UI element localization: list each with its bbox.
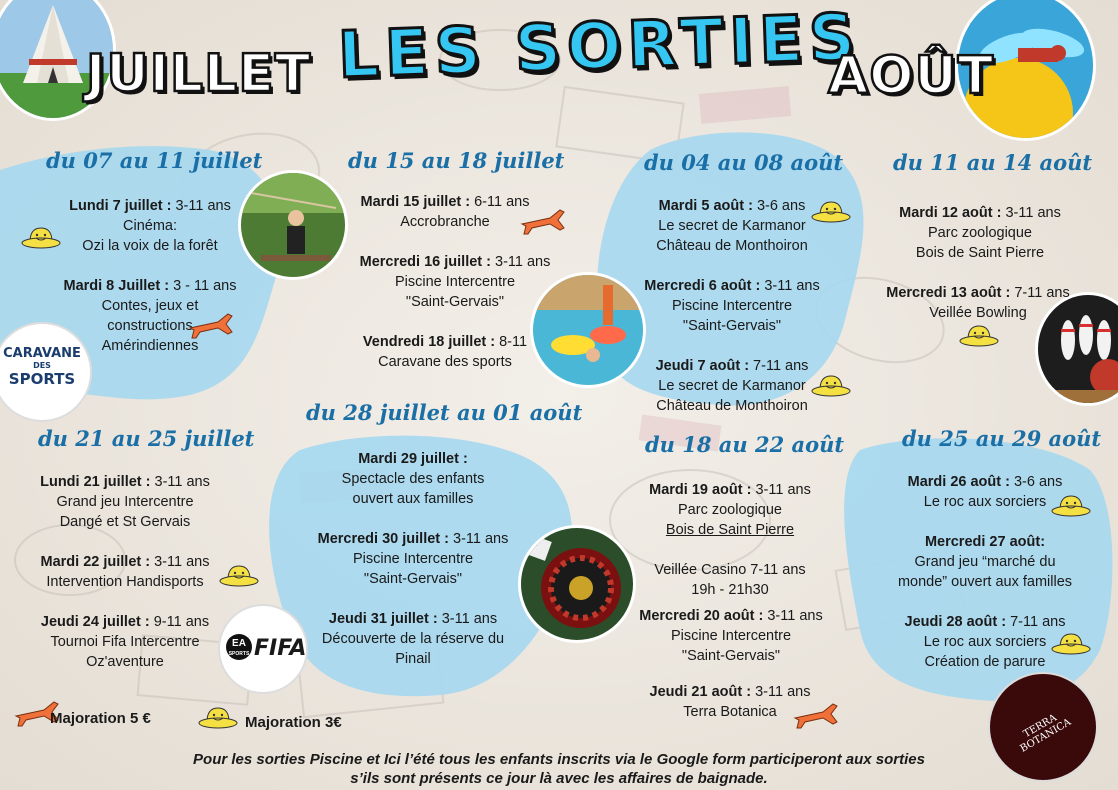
event-date: Mardi 22 juillet : bbox=[40, 554, 151, 570]
week-15-18-juillet: du 15 au 18 juillet bbox=[348, 148, 565, 173]
event-line: Découverte de la réserve du bbox=[321, 631, 505, 647]
month-aout: AOÛT bbox=[828, 46, 995, 106]
event-date: Mardi 12 août : bbox=[899, 205, 1002, 221]
casino-photo bbox=[518, 525, 636, 643]
event-age: 3-11 ans bbox=[150, 474, 210, 490]
event-line: Tournoi Fifa Intercentre bbox=[50, 634, 200, 650]
event-line: Le roc aux sorciers bbox=[923, 634, 1047, 650]
event-mercredi-27-aout bbox=[875, 532, 1095, 592]
terra-logo-text: TERRA BOTANICA bbox=[1018, 712, 1074, 755]
event-date: Jeudi 7 août : bbox=[655, 358, 750, 374]
event-line: Accrobranche bbox=[400, 214, 490, 230]
event-date: Mardi 5 août : bbox=[658, 198, 753, 214]
event-line: "Saint-Gervais" bbox=[682, 318, 782, 334]
event-line: Terra Botanica bbox=[683, 704, 777, 720]
ea-sports-badge bbox=[226, 634, 252, 660]
event-line: Piscine Intercentre bbox=[671, 298, 793, 314]
footer-line-1: Pour les sorties Piscine et Ici l’été tous les enfants inscrits via le Google form participeront aux sorties bbox=[193, 751, 925, 768]
event-date: Jeudi 21 août : bbox=[649, 684, 752, 700]
week-04-08-aout: du 04 au 08 août bbox=[644, 150, 844, 175]
event-jeudi-7-aout bbox=[632, 356, 832, 416]
event-line: "Saint-Gervais" bbox=[363, 571, 463, 587]
page-title: LES SORTIES bbox=[336, 0, 863, 94]
legend-hat-label: Majoration 3€ bbox=[245, 714, 342, 731]
legend-plane-label: Majoration 5 € bbox=[50, 710, 151, 727]
event-age: 3-11 ans bbox=[751, 482, 811, 498]
event-line: Spectacle des enfants bbox=[341, 471, 485, 487]
event-mardi-12-aout bbox=[880, 203, 1080, 263]
event-date: Lundi 7 juillet : bbox=[69, 198, 172, 214]
week-25-29-aout: du 25 au 29 août bbox=[902, 426, 1102, 451]
event-line: Caravane des sports bbox=[378, 354, 512, 370]
event-mercredi-30-juillet bbox=[303, 529, 523, 589]
event-mardi-22-juillet bbox=[25, 552, 225, 592]
event-date: Mercredi 16 juillet : bbox=[359, 254, 491, 270]
event-line: "Saint-Gervais" bbox=[405, 294, 505, 310]
fifa-logo bbox=[218, 604, 308, 694]
event-line: Piscine Intercentre bbox=[394, 274, 516, 290]
event-date: Mardi 19 août : bbox=[649, 482, 752, 498]
event-age: 3-11 ans bbox=[763, 608, 823, 624]
event-mardi-5-aout bbox=[632, 196, 832, 256]
week-11-14-aout: du 11 au 14 août bbox=[893, 150, 1093, 175]
logo-word-3: SPORTS bbox=[8, 370, 76, 388]
week-07-11-juillet: du 07 au 11 juillet bbox=[46, 148, 263, 173]
event-age: 3-11 ans bbox=[751, 684, 811, 700]
event-line: monde” ouvert aux familles bbox=[897, 574, 1073, 590]
event-mercredi-20-aout bbox=[621, 606, 841, 666]
event-line: Dangé et St Gervais bbox=[59, 514, 191, 530]
event-line: Château de Monthoiron bbox=[656, 238, 808, 254]
hat-icon bbox=[218, 562, 260, 588]
event-line: constructions bbox=[107, 318, 193, 334]
event-age: 3-11 ans bbox=[448, 531, 509, 547]
week-18-22-aout: du 18 au 22 août bbox=[645, 432, 845, 457]
event-age: 7-11 ans bbox=[749, 358, 809, 374]
hat-icon bbox=[810, 372, 852, 398]
event-line: Le secret de Karmanor bbox=[658, 218, 806, 234]
event-date: Mercredi 30 juillet : bbox=[317, 531, 449, 547]
event-age: 3-11 ans bbox=[1001, 205, 1061, 221]
event-date: Jeudi 31 juillet : bbox=[328, 611, 438, 627]
event-mardi-15-juillet bbox=[345, 192, 545, 232]
event-age: 3-11 ans bbox=[760, 278, 820, 294]
event-line: Amérindiennes bbox=[101, 338, 199, 354]
hat-icon bbox=[958, 322, 1000, 348]
event-line: Contes, jeux et bbox=[101, 298, 199, 314]
ea-text: EA bbox=[232, 638, 246, 649]
event-date: Mardi 15 juillet : bbox=[360, 194, 471, 210]
event-age: 7-11 ans bbox=[1006, 614, 1066, 630]
event-date: Mardi 8 Juillet : bbox=[63, 278, 170, 294]
event-mercredi-16-juillet bbox=[345, 252, 565, 312]
event-line: Piscine Intercentre bbox=[670, 628, 792, 644]
event-line: Ozi la voix de la forêt bbox=[82, 238, 218, 254]
hat-icon bbox=[1050, 492, 1092, 518]
logo-word-2: DES bbox=[33, 361, 51, 370]
event-date: Mercredi 27 août: bbox=[924, 534, 1046, 550]
event-line: Veillée Bowling bbox=[929, 305, 1027, 321]
event-jeudi-31-juillet bbox=[303, 609, 523, 669]
hat-icon bbox=[197, 704, 239, 730]
plane-icon bbox=[520, 206, 566, 236]
event-age: 3 - 11 ans bbox=[169, 278, 237, 294]
event-mardi-8-juillet bbox=[30, 276, 270, 356]
event-age: 3-11 ans bbox=[171, 198, 231, 214]
hat-icon bbox=[810, 198, 852, 224]
event-age: 9-11 ans bbox=[149, 614, 210, 630]
event-line: Grand jeu “marché du bbox=[914, 554, 1056, 570]
event-jeudi-24-juillet bbox=[25, 612, 225, 672]
sports-text: SPORTS bbox=[228, 651, 250, 657]
event-mercredi-13-aout bbox=[873, 283, 1083, 323]
event-date: Mercredi 13 août : bbox=[886, 285, 1011, 301]
event-line: Oz'aventure bbox=[86, 654, 164, 670]
event-age: 7-11 ans bbox=[1010, 285, 1070, 301]
event-date: Mardi 29 juillet : bbox=[358, 451, 468, 467]
event-date: Jeudi 24 juillet : bbox=[40, 614, 150, 630]
event-line: Le roc aux sorciers bbox=[923, 494, 1047, 510]
event-date: Jeudi 28 août : bbox=[904, 614, 1007, 630]
event-line: Bois de Saint Pierre bbox=[665, 522, 795, 538]
logo-word-1: CARAVANE bbox=[3, 346, 81, 361]
week-28-juillet-01-aout: du 28 juillet au 01 août bbox=[306, 400, 583, 425]
event-line: Parc zoologique bbox=[678, 502, 782, 518]
event-age: 8-11 bbox=[495, 334, 528, 350]
event-lundi-7-juillet bbox=[30, 196, 270, 256]
event-line: Intervention Handisports bbox=[46, 574, 204, 590]
event-line: Château de Monthoiron bbox=[656, 398, 808, 414]
event-date: Mardi 26 août : bbox=[907, 474, 1010, 490]
event-line: Création de parure bbox=[924, 654, 1046, 670]
plane-icon bbox=[793, 700, 839, 730]
week-21-25-juillet: du 21 au 25 juillet bbox=[38, 426, 255, 451]
event-vendredi-18-juillet bbox=[345, 332, 545, 372]
event-age: 3-6 ans bbox=[752, 198, 806, 214]
event-mercredi-6-aout bbox=[632, 276, 832, 336]
hat-icon bbox=[20, 224, 62, 250]
event-mardi-29-juillet bbox=[313, 449, 513, 509]
event-line: Cinéma: bbox=[123, 218, 177, 234]
event-line: Grand jeu Intercentre bbox=[56, 494, 194, 510]
event-lundi-21-juillet bbox=[25, 472, 225, 532]
event-age: 3-6 ans bbox=[1009, 474, 1063, 490]
event-line: Le secret de Karmanor bbox=[658, 378, 806, 394]
event-age: 3-11 ans bbox=[490, 254, 551, 270]
event-mardi-19-aout bbox=[630, 480, 830, 600]
event-line: 19h - 21h30 bbox=[691, 582, 769, 598]
event-date: Lundi 21 juillet : bbox=[40, 474, 151, 490]
event-date: Mercredi 20 août : bbox=[639, 608, 764, 624]
fifa-wordmark: FIFA bbox=[254, 636, 307, 661]
footer-line-2: s’ils sont présents ce jour là avec les affaires de baignade. bbox=[350, 770, 768, 787]
event-line: Pinail bbox=[395, 651, 431, 667]
event-age: 3-11 ans bbox=[150, 554, 210, 570]
event-date: Vendredi 18 juillet : bbox=[362, 334, 496, 350]
event-line: ouvert aux familles bbox=[352, 491, 474, 507]
event-date: Mercredi 6 août : bbox=[644, 278, 761, 294]
event-line: Veillée Casino 7-11 ans bbox=[654, 562, 806, 578]
hat-icon bbox=[1050, 630, 1092, 656]
event-line: Bois de Saint Pierre bbox=[915, 245, 1045, 261]
event-age: 6-11 ans bbox=[470, 194, 530, 210]
plane-icon bbox=[188, 310, 234, 340]
event-age: 3-11 ans bbox=[437, 611, 498, 627]
event-line: Piscine Intercentre bbox=[352, 551, 474, 567]
event-line: Parc zoologique bbox=[928, 225, 1032, 241]
month-juillet: JUILLET bbox=[86, 44, 312, 104]
event-line: "Saint-Gervais" bbox=[681, 648, 781, 664]
footer-note bbox=[0, 750, 1118, 788]
